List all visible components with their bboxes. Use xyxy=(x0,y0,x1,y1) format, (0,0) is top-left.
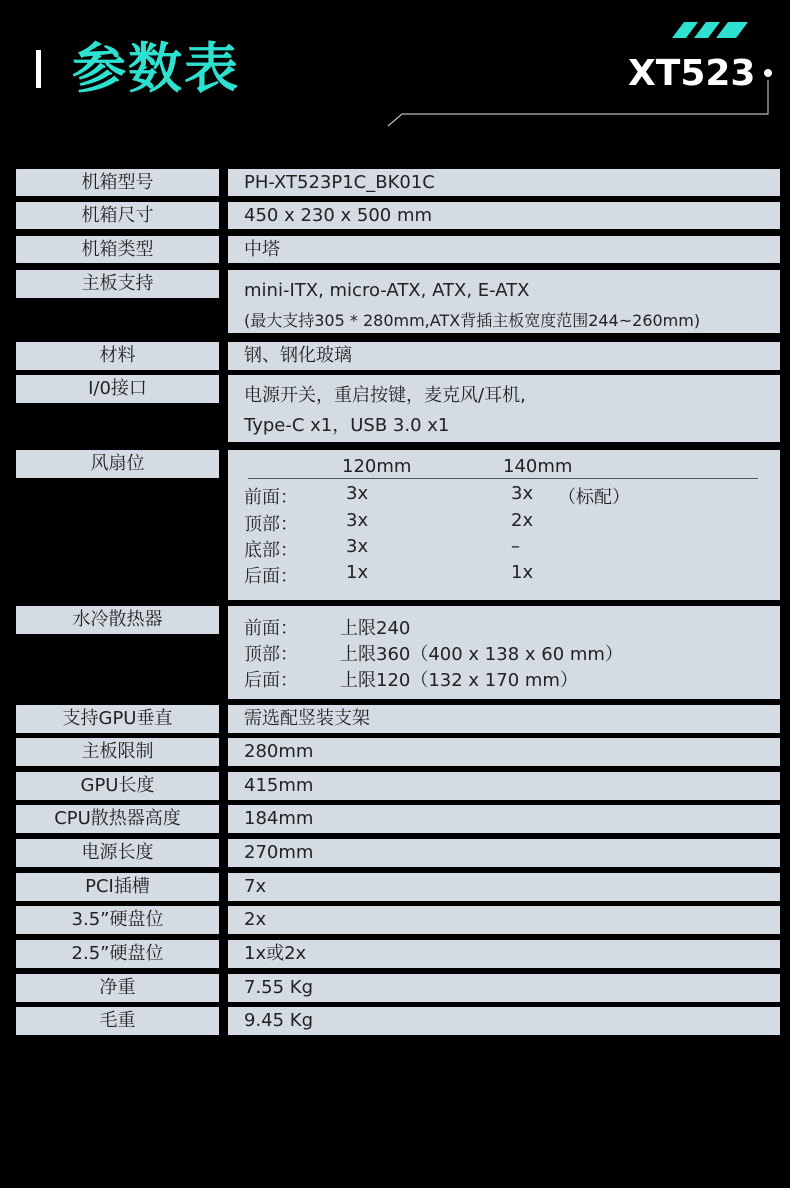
spec-value-line: 电源开关，重启按键，麦克风/耳机, xyxy=(244,385,526,406)
spec-value: 1x或2x xyxy=(228,940,780,968)
spec-value: 280mm xyxy=(228,738,780,766)
spec-value-line: (最大支持305 * 280mm,ATX背插主板宽度范围244~260mm) xyxy=(244,311,701,330)
radiator-limit: 上限120（132 x 170 mm） xyxy=(340,670,578,691)
fan-count-120: 3x xyxy=(346,536,369,557)
spec-label: GPU长度 xyxy=(16,772,219,800)
spec-label: 3.5”硬盘位 xyxy=(16,906,219,934)
spec-value: 415mm xyxy=(228,772,780,800)
fan-count-140: 1x xyxy=(511,562,534,583)
fan-count-140: – xyxy=(511,536,520,557)
model-name: XT523 xyxy=(628,53,756,94)
spec-label: PCI插槽 xyxy=(16,873,219,901)
spec-value xyxy=(228,236,780,263)
spec-label: 电源长度 xyxy=(16,839,219,867)
spec-label: 2.5”硬盘位 xyxy=(16,940,219,968)
spec-label: 主板限制 xyxy=(16,738,219,766)
fan-count-140: 3x xyxy=(511,483,534,504)
fan-count-140: 2x xyxy=(511,510,534,531)
spec-value xyxy=(228,169,780,196)
fan-table xyxy=(228,450,780,600)
spec-value xyxy=(228,270,780,333)
page-title: 参数表 xyxy=(72,37,240,100)
fan-header-divider xyxy=(248,478,758,479)
spec-value-line: 中塔 xyxy=(244,239,280,260)
spec-value: 7x xyxy=(228,873,780,901)
header-line-decoration xyxy=(380,60,780,130)
spec-label: 主板支持 xyxy=(16,270,219,298)
spec-label: 风扇位 xyxy=(16,450,219,478)
spec-label: 材料 xyxy=(16,342,219,370)
spec-label: 水冷散热器 xyxy=(16,606,219,634)
fan-position: 底部： xyxy=(244,540,298,561)
spec-value-line: PH-XT523P1C_BK01C xyxy=(244,172,435,193)
fan-col-120: 120mm xyxy=(342,456,412,477)
spec-value xyxy=(228,202,780,229)
radiator-position: 后面： xyxy=(244,670,298,691)
water-table xyxy=(228,606,780,699)
stripes-decoration xyxy=(662,20,752,40)
spec-label: I/0接口 xyxy=(16,375,219,403)
fan-position: 顶部： xyxy=(244,514,298,535)
radiator-limit: 上限240 xyxy=(340,618,411,639)
fan-count-120: 3x xyxy=(346,483,369,504)
spec-value: 需选配竖装支架 xyxy=(228,705,780,733)
fan-note: （标配） xyxy=(558,487,630,508)
spec-value xyxy=(228,375,780,442)
spec-label: 机箱型号 xyxy=(16,169,219,196)
spec-label: 机箱尺寸 xyxy=(16,202,219,229)
spec-value xyxy=(228,342,780,370)
spec-label: 净重 xyxy=(16,974,219,1002)
spec-value: 9.45 Kg xyxy=(228,1007,780,1035)
spec-value: 184mm xyxy=(228,805,780,833)
fan-count-120: 1x xyxy=(346,562,369,583)
radiator-limit: 上限360（400 x 138 x 60 mm） xyxy=(340,644,623,665)
radiator-position: 顶部： xyxy=(244,644,298,665)
spec-value-line: mini-ITX, micro-ATX, ATX, E-ATX xyxy=(244,280,530,301)
radiator-position: 前面： xyxy=(244,618,298,639)
spec-label: 支持GPU垂直 xyxy=(16,705,219,733)
spec-value-line: 450 x 230 x 500 mm xyxy=(244,205,433,226)
spec-value-line: 钢、钢化玻璃 xyxy=(244,345,352,366)
fan-position: 前面： xyxy=(244,487,298,508)
header-accent-bar xyxy=(36,50,41,88)
spec-value: 270mm xyxy=(228,839,780,867)
spec-label: 机箱类型 xyxy=(16,236,219,263)
spec-value: 2x xyxy=(228,906,780,934)
spec-label: 毛重 xyxy=(16,1007,219,1035)
fan-col-140: 140mm xyxy=(503,456,573,477)
spec-value-line: Type-C x1，USB 3.0 x1 xyxy=(244,415,450,436)
fan-position: 后面： xyxy=(244,566,298,587)
spec-label: CPU散热器高度 xyxy=(16,805,219,833)
fan-count-120: 3x xyxy=(346,510,369,531)
spec-value: 7.55 Kg xyxy=(228,974,780,1002)
